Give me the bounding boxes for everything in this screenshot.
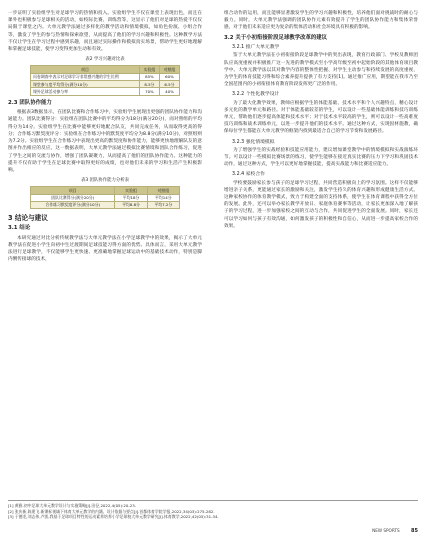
table-cell: 合作练习默契度评分(满分10分) — [31, 201, 115, 208]
right-column — [224, 10, 418, 233]
paragraph: 鉴于大单元教学法在小初衔接阶段足球教学中的突出表现，教育行政部门、学校及教师团队应高度重视并积极推广这一先进的教学模式至小学高年级至初中起始阶段的其他体育项目教学中。大单元教学法以其对教学内容的整体性把握、对学生主动参与和持续发展的高度重视，为学生的体育技能习得和综合素养提升提供了有力支持[1]。通过推广应用，期望能在我市乃至全国范围内的小初衔接体育教育阶段发挥更广泛的作用。 — [224, 53, 418, 88]
paragraph: 组合动作的运用，而且能够显著激发学生的学习兴趣和积极性，培养他们面对挑战时的耐心与毅力。同时，大单元教学法强调的团队协作元素有效提升了学生的团队协作能力和集体荣誉感，对于他们未来适应更为复杂的集体活动和社会环境具有积极的影响。 — [224, 11, 418, 31]
subsection-heading: 3.1 结论 — [8, 225, 31, 232]
left-column — [8, 10, 202, 267]
table-row — [31, 73, 180, 80]
table-header-cell: 对照组 — [147, 187, 179, 194]
reference-item: [1] 黄雅.初中足球大单元教学设计与实施策略[J].田径,2022,4(05):20-23. — [8, 503, 136, 508]
table-cell: 平均18分 — [115, 194, 147, 201]
table-row — [31, 81, 180, 88]
page-number: 85 — [411, 528, 418, 534]
table-header-cell: 实验组 — [139, 66, 159, 73]
paragraph: 为了最大化教学效果，教师应根据学生的体能基础、技术水平和个人兴趣特点，精心设计多元化的教学单元和路径。对于体能基础较差的学生，可以设计一些基础体能训练和技巧训练单元，帮助他们逐步提高体能和技术水平；对于技术水平较高的学生，则可以设计一些高难度技巧训练和战术训练单元，以进一步提升他们的技术水平。通过这种方式，实现因材施教，确保每位学生都能在大单元教学的框架内找到最适合自己的学习节奏和发展路径。 — [224, 100, 418, 135]
reference-item: [2] 张庆新,陈建飞.新课标视域下体育大单元教学的内涵、设计依据与要点[J].首都体育学院学报,2022,34(03):275-282. — [8, 508, 215, 514]
table-cell: 问卷调查中表示对足球学习非常感兴趣的学生比例 — [31, 73, 140, 80]
table-3 — [30, 186, 180, 209]
table-3-caption: 表3 团队协作能力分析表 — [80, 178, 130, 184]
table-cell: 课外足球活动参与率 — [31, 88, 140, 95]
paragraph: 学校要鼓励家长参与孩子的足球学习过程，共同营造积极向上的学习氛围。这样不仅能够增进亲子关系，更能通过家长的激励和关注，激发学生持久的体育兴趣和形成健康生活方式。这种家校协作的体育教学模式，致力于构建全面的支持体系，使学生在体育课程中获得全方位的发展。此外，还可以举办家长教学开放日、家庭体育赛事等活动，让家长更加深入地了解孩子的学习过程，进一步加强家校之间的互动与合作，共同促进学生的全面发展。同时，家长还可以学习如何与孩子有效沟通，如何激发孩子的积极性和自信心，从而进一步提高家校合作的效果。 — [224, 180, 418, 229]
subsubsection-heading: 3.2.4 家校合作 — [232, 172, 265, 178]
table-header-cell: 项目 — [31, 66, 140, 73]
table-header-cell: 实验组 — [115, 187, 147, 194]
table-cell: 平均14分 — [147, 194, 179, 201]
subsubsection-heading: 3.2.3 强化情境模拟 — [232, 139, 275, 145]
subsubsection-heading: 3.2.2 个性化教学设计 — [232, 92, 280, 98]
table-cell: 8.5分 — [139, 81, 159, 88]
table-cell: 团队比赛得分(满分20分) — [31, 194, 115, 201]
table-header-cell: 项目 — [31, 187, 115, 194]
table-2 — [30, 65, 180, 96]
references — [8, 500, 418, 520]
table-header-cell: 对照组 — [159, 66, 179, 73]
paragraph: 为了增强学生的实战经验和技能应用能力，建议增加课堂教学中的情境模拟和实战演练环节。可以设计一些模拟比赛场景的练习，使学生能够在接近真实比赛的压力下学习和巩固技术动作，通过这种方式，学生可以更好地掌握技能，提高实战能力和比赛适应能力。 — [224, 147, 418, 168]
table-cell: 60% — [159, 73, 179, 80]
table-header-row — [31, 66, 180, 73]
paragraph: 根据表3数据显示，在团队比赛和合作练习中，实验组学生展现出更强的团队协作能力和沟通能力。团队比赛得分：实验组在团队比赛中的平均得分为18分(满分20分)，而对照组的平均得分为14分。实验组学生在比赛中能够更好地配合队友，共同完成任务，从而取得更高的得分；合作练习默契度评分：实验组在合作练习中的默契度平均分为8.8分(满分10分)，对照组则为7.2分。实验组学生在合作练习中表现出更高的默契度和协作能力，能够更快地理解队友的意图并作出相应的反应。这一数据表明，大单元教学法通过模拟比赛情境和团队合作练习，促进了学生之间的交流与协作，增强了团队凝聚力，从而提高了他们的团队协作能力。这种能力的提升不仅有助于学生在足球比赛中取得更好的成绩，也对他们未来的学习和生活产生积极影响。 — [8, 110, 202, 173]
table-cell: 6.5分 — [159, 81, 179, 88]
table-row — [31, 88, 180, 95]
paragraph: 一步证明了实验组学生对足球学习的热情和投入。实验组学生不仅在课堂上表现出色，而且在课外也积极参与足球相关的活动，如校际比赛、训练营等，这显示了他们对足球的热爱不仅仅局限于课堂之内。大单元教学法通过多样化的教学活动和情境模拟，如角色扮演、小组合作等，激发了学生的参与热情和探索欲望，从而提高了他们的学习兴趣和积极性。这种教学方法不仅让学生在学习过程中感到乐趣，而且通过实际操作和模拟真实场景，帮助学生更好地理解和掌握足球技能，使学习变得更加生动和有效。 — [8, 11, 202, 53]
table-header-row — [31, 187, 180, 194]
subsubsection-heading: 3.2.1 推广大单元教学 — [232, 45, 280, 51]
table-row — [31, 194, 180, 201]
table-cell: 85% — [139, 73, 159, 80]
reference-item: [3] 于德龙,刘志伟,卢凯.我基于足球项目特性的运动素养培养小学足球校大单元教学研究[J].体育教学,2022,42(05):31-34. — [8, 514, 219, 520]
subsection-heading: 3.2 关于小初衔接阶段足球教学改革的建议 — [224, 34, 328, 41]
table-cell: 平均8.8分 — [115, 201, 147, 208]
table-cell: 40% — [159, 88, 179, 95]
section-heading: 2.3 团队协作能力 — [8, 99, 52, 106]
table-cell: 课堂参与度平均得分(满分10分) — [31, 81, 140, 88]
table-cell: 70% — [139, 88, 159, 95]
table-cell: 平均7.2分 — [147, 201, 179, 208]
table-row — [31, 201, 180, 208]
paragraph: 本研究通过对比分析传统教学法与大单元教学法在小学足球教学中的效果，揭示了大单元教学法在促进小学生向初中生过渡期间足球技能习得方面的优势。具体而言，采用大单元教学法进行足球教学，不仅能够学生更快速、更准确地掌握足球运动中的基础技术动作，特别是脚内侧传接球的技术， — [8, 235, 202, 263]
section-heading: 3 结论与建议 — [8, 214, 48, 223]
page-footer — [362, 528, 418, 534]
table-2-caption: 表2 学习兴趣对比表 — [85, 57, 125, 63]
journal-name: NEW SPORTS — [372, 528, 400, 533]
